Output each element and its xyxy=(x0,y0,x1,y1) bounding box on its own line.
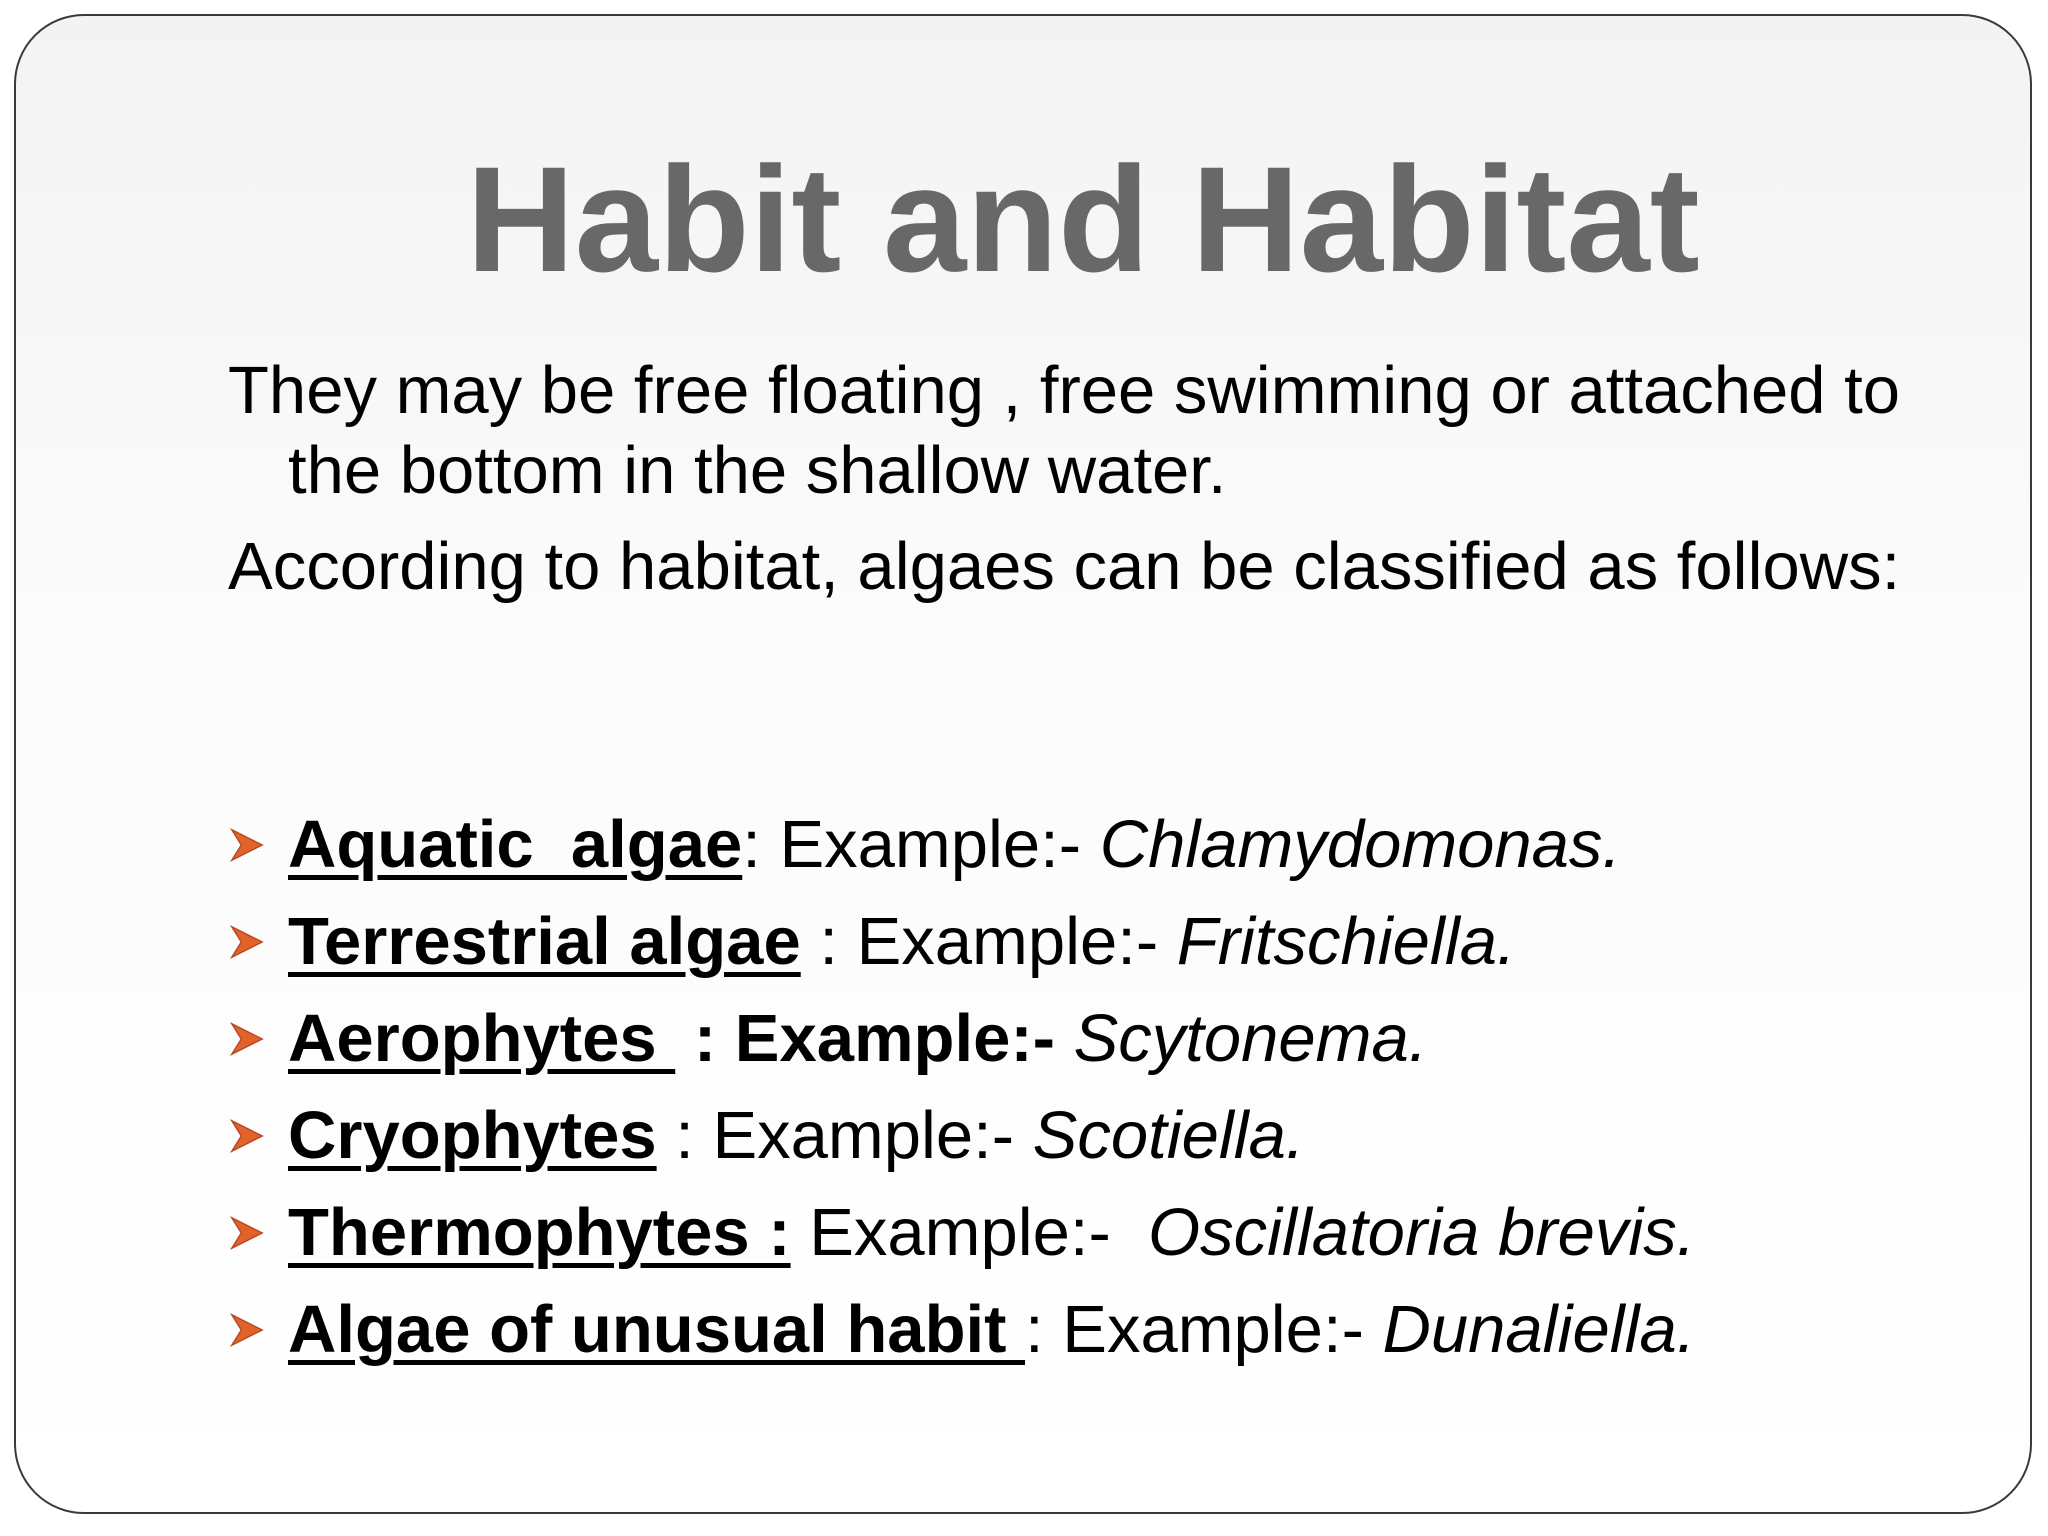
list-item-cryophytes xyxy=(228,1087,2008,1184)
list-item-terrestrial xyxy=(228,893,2008,990)
example-species: Fritschiella. xyxy=(1176,904,1516,979)
orange-arrow-bullet-icon xyxy=(228,1096,288,1176)
slide-frame xyxy=(14,14,2032,1514)
orange-arrow-bullet-icon xyxy=(228,1290,288,1370)
example-species: Scytonema. xyxy=(1073,1001,1428,1076)
habitat-classification-list xyxy=(228,796,2008,1378)
category-term: Cryophytes xyxy=(288,1098,657,1173)
intro-text xyxy=(228,351,1988,623)
example-separator: : Example:- xyxy=(742,807,1100,882)
category-term: Aerophytes xyxy=(288,1001,676,1076)
category-term: Thermophytes : xyxy=(288,1195,791,1270)
example-separator: Example:- xyxy=(790,1195,1149,1270)
orange-arrow-bullet-icon xyxy=(228,999,288,1079)
example-separator: : Example:- xyxy=(800,904,1177,979)
list-item-unusual-habit xyxy=(228,1281,2008,1378)
example-separator: : Example:- xyxy=(675,1001,1074,1076)
orange-arrow-bullet-icon xyxy=(228,1193,288,1273)
example-separator: : Example:- xyxy=(656,1098,1033,1173)
example-species: Chlamydomonas. xyxy=(1099,807,1622,882)
example-species: Oscillatoria brevis. xyxy=(1148,1195,1696,1270)
list-item-aquatic xyxy=(228,796,2008,893)
example-species: Scotiella. xyxy=(1032,1098,1305,1173)
list-item-thermophytes xyxy=(228,1184,2008,1281)
intro-paragraph-habit: They may be free floating , free swimming or attached to the bottom in the shallow water. xyxy=(228,353,1901,508)
category-term: Aquatic algae xyxy=(288,807,743,882)
category-term: Algae of unusual habit xyxy=(288,1292,1026,1367)
orange-arrow-bullet-icon xyxy=(228,902,288,982)
orange-arrow-bullet-icon xyxy=(228,805,288,885)
example-species: Dunaliella. xyxy=(1382,1292,1696,1367)
intro-paragraph-classification: According to habitat, algaes can be classified as follows: xyxy=(228,529,1901,604)
list-item-aerophytes xyxy=(228,990,2008,1087)
example-separator: : Example:- xyxy=(1025,1292,1383,1367)
category-term: Terrestrial algae xyxy=(288,904,801,979)
slide-title: Habit and Habitat xyxy=(466,135,1700,303)
